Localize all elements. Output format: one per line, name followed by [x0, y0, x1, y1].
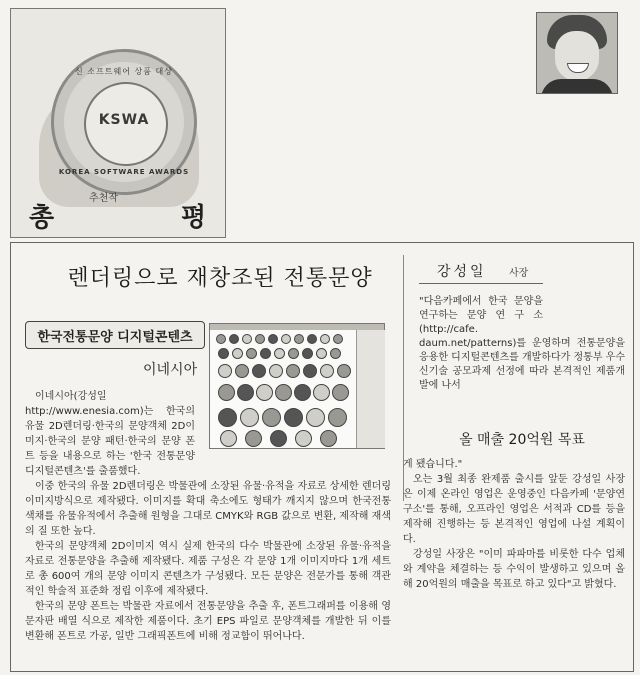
pattern-motif: [229, 334, 239, 344]
pattern-motif: [268, 334, 278, 344]
paragraph: 이네시아(강성일 http://www.enesia.com)는 한국의 유물 2D렌더링·한국의 문양객체 2D이미지·한국의 문양 패턴·한국의 문양 폰트 등을 내용으로 하는 '한국 전통문양디지털콘텐츠'를 출품했다.: [25, 391, 195, 477]
article-subhead: 올 매출 20억원 목표: [459, 432, 585, 448]
pattern-motif: [232, 348, 243, 359]
quote-line: daum.net/patterns)를 운영하며 전통문양을 응용한 디지털콘텐츠를 개발하다가 정통부 우수신기술 공모과제 선정에 따라 본격적인 제품개발에 나서: [419, 338, 625, 391]
seal-ring-top-text: 신 소프트웨어 상품 대상: [75, 67, 173, 76]
paragraph: 한국의 문양 폰트는 박물관 자료에서 전통문양을 추출 후, 폰트그래퍼를 이용해 영문자판 배열 식으로 제작한 제품이다. 초기 EPS 파일로 문양객체를 개발한 뒤 이를 변환해 폰트로 가공, 일반 그래픽폰트에 비해 정교함이 뛰어나다.: [25, 601, 391, 642]
seal-ring-bottom-text: KOREA SOFTWARE AWARDS: [58, 168, 190, 176]
photo-face: [555, 31, 599, 81]
paragraph: 한국의 문양객체 2D이미지 역시 실제 한국의 다수 박물관에 소장된 유물·유적을 자료로 전통문양을 추출해 제작됐다. 제품 구성은 각 문양 1개 이미지마다 1개 세트로 총 600여 개의 문양 이미지 콘텐츠가 구성됐다. 모든 문양은 전문가를 통해 객관적인 학술적 표준화 정립 이후에 제작됐다.: [25, 541, 391, 597]
pattern-motif: [302, 348, 313, 359]
author-photo: [536, 12, 618, 94]
pattern-motif: [294, 334, 304, 344]
kswa-logo: KSWA: [98, 112, 150, 128]
pattern-motif: [281, 334, 291, 344]
pattern-motif: [252, 364, 266, 378]
quote-line: "다음카페에서 한국 문양을 연구하는 문양 연 구 소 (http://cafe.: [419, 296, 543, 335]
pattern-motif: [288, 348, 299, 359]
pattern-motif: [218, 348, 229, 359]
photo-body: [541, 79, 613, 94]
pattern-motif: [337, 364, 351, 378]
author-name: 강성일: [437, 264, 487, 280]
article-headline: 렌더링으로 재창조된 전통문양: [67, 266, 373, 291]
paragraph: 강성일 사장은 "이미 파파마를 비롯한 다수 업체와 계약을 체결하는 등 수익이 발생하고 있으며 올해 20억원의 매출을 목표로 하고 있다"고 밝혔다.: [403, 549, 625, 590]
pattern-motif: [286, 364, 300, 378]
pattern-motif: [246, 348, 257, 359]
pattern-motif: [216, 334, 226, 344]
paragraph: 게 됐습니다.": [403, 459, 463, 470]
pattern-motif: [307, 334, 317, 344]
author-byline: [419, 255, 543, 284]
article-body-left: [25, 389, 391, 644]
product-name-box: [25, 321, 205, 349]
seal-inner: [84, 82, 168, 166]
pattern-motif: [333, 334, 343, 344]
pattern-motif: [316, 348, 327, 359]
section-word-right: 평: [181, 203, 207, 233]
pattern-motif: [320, 334, 330, 344]
article-body-right: [403, 457, 625, 592]
author-title: 사장: [509, 268, 529, 279]
pattern-motif: [260, 348, 271, 359]
pattern-motif: [303, 364, 317, 378]
pattern-motif: [218, 364, 232, 378]
pattern-motif: [274, 348, 285, 359]
paragraph: 이중 한국의 유물 2D렌더링은 박물관에 소장된 유물·유적을 자료로 상세한 렌더링 이미지방식으로 제작됐다. 이미지를 확대 축소에도 형태가 깨지지 않으며 한국전통 색채를 유물유적에서 추출해 원형을 그대로 CMYK와 RGB 값으로 변환, 제작해 재색의 질 또한 높다.: [25, 481, 391, 537]
award-seal: [51, 49, 197, 195]
product-name: 한국전통문양 디지털콘텐츠: [37, 330, 193, 345]
author-quote: [419, 295, 625, 393]
pattern-motif: [235, 364, 249, 378]
badge-subtitle: 추천작: [89, 193, 118, 204]
paragraph: 오는 3월 최종 완제품 출시를 앞둔 강성일 사장은 이제 온라인 영업은 운영중인 다음카페 '문양연구소'를 통해, 오프라인 영업은 서적과 CD를 등을 제작해 진행하는 등 본격적인 영업에 나설 계획이다.: [403, 474, 625, 545]
pattern-motif: [320, 364, 334, 378]
award-badge-image: [10, 8, 226, 238]
pattern-motif: [255, 334, 265, 344]
company-name: 이네시아: [143, 362, 198, 378]
section-word-left: 총: [29, 203, 55, 233]
pattern-motif: [330, 348, 341, 359]
pattern-motif: [242, 334, 252, 344]
article-frame: [10, 242, 634, 672]
pattern-motif: [269, 364, 283, 378]
